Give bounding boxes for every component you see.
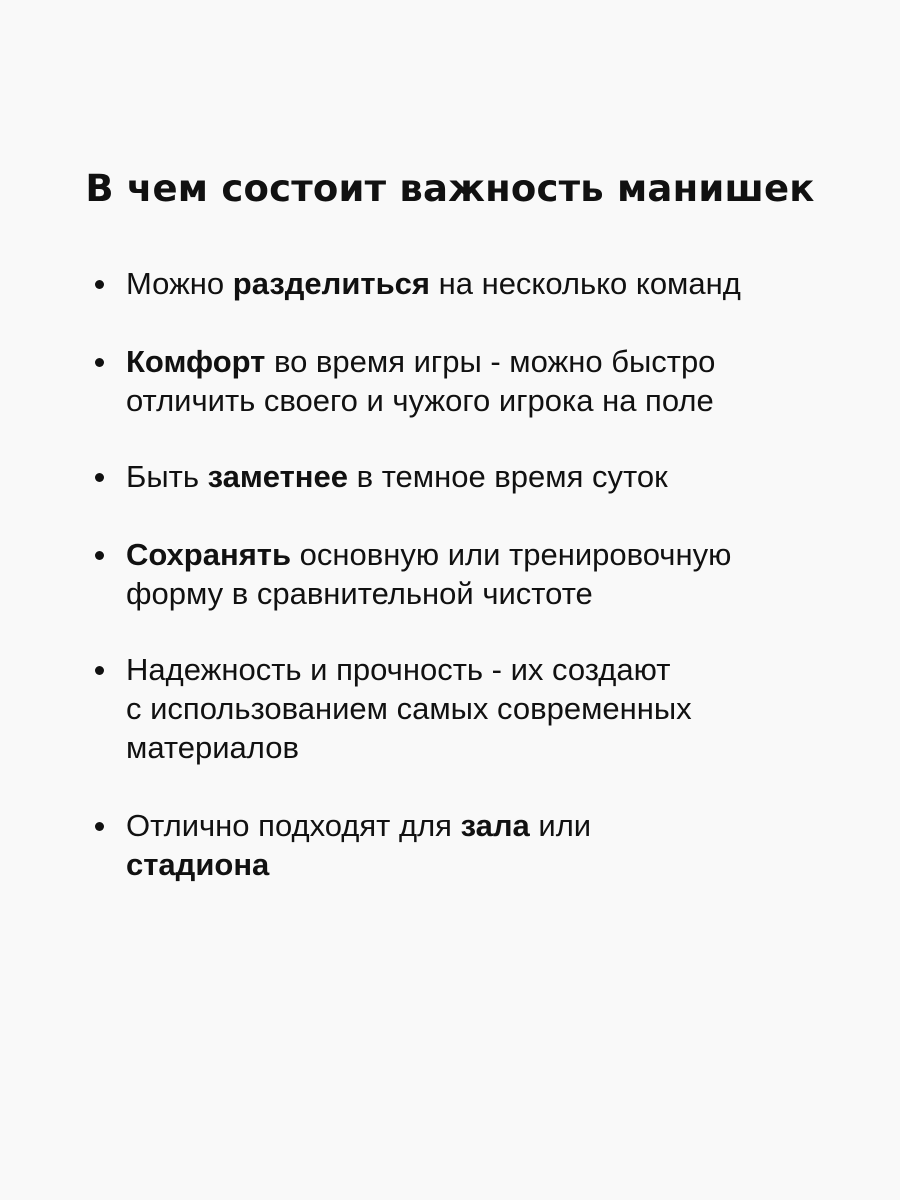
bullet-icon: [95, 358, 104, 367]
list-item-text: [126, 535, 826, 613]
list-item-line: [126, 381, 826, 420]
page-title: В чем состоит важность манишек: [85, 167, 815, 210]
bullet-icon: [95, 822, 104, 831]
list-item: [126, 457, 826, 496]
list-item-line: [126, 535, 826, 574]
body-text: форму в сравнительной чистоте: [126, 576, 593, 611]
body-text: материалов: [126, 730, 299, 765]
list-item-line: [126, 264, 826, 303]
list-item-text: [126, 264, 826, 303]
list-item-line: [126, 845, 826, 884]
emphasis-text: заметнее: [207, 459, 348, 494]
body-text: отличить своего и чужого игрока на поле: [126, 383, 714, 418]
list-item-line: [126, 342, 826, 381]
bullet-icon: [95, 666, 104, 675]
emphasis-text: зала: [460, 808, 530, 843]
bullet-icon: [95, 280, 104, 289]
list-item-line: [126, 806, 826, 845]
body-text: основную или тренировочную: [291, 537, 732, 572]
list-item-line: [126, 650, 826, 689]
list-item: [126, 264, 826, 303]
list-item-text: [126, 806, 826, 884]
body-text: в темное время суток: [348, 459, 668, 494]
body-text: на несколько команд: [429, 266, 741, 301]
list-item: [126, 650, 826, 767]
body-text: Можно: [126, 266, 233, 301]
bullet-icon: [95, 473, 104, 482]
body-text: во время игры - можно быстро: [265, 344, 716, 379]
list-item-line: [126, 689, 826, 728]
body-text: Быть: [126, 459, 208, 494]
list-item-line: [126, 574, 826, 613]
body-text: с использованием самых современных: [126, 691, 692, 726]
body-text: Надежность и прочность - их создают: [126, 652, 671, 687]
emphasis-text: разделиться: [232, 266, 430, 301]
body-text: Отлично подходят для: [126, 808, 461, 843]
body-text: или: [529, 808, 592, 843]
list-item: [126, 342, 826, 420]
list-item-text: [126, 342, 826, 420]
bullet-icon: [95, 551, 104, 560]
list-item: [126, 806, 826, 884]
emphasis-text: Сохранять: [126, 537, 292, 572]
list-item-line: [126, 728, 826, 767]
list-item-text: [126, 650, 826, 767]
list-item-line: [126, 457, 826, 496]
emphasis-text: стадиона: [126, 847, 270, 882]
list-item: [126, 535, 826, 613]
emphasis-text: Комфорт: [126, 344, 266, 379]
list-item-text: [126, 457, 826, 496]
